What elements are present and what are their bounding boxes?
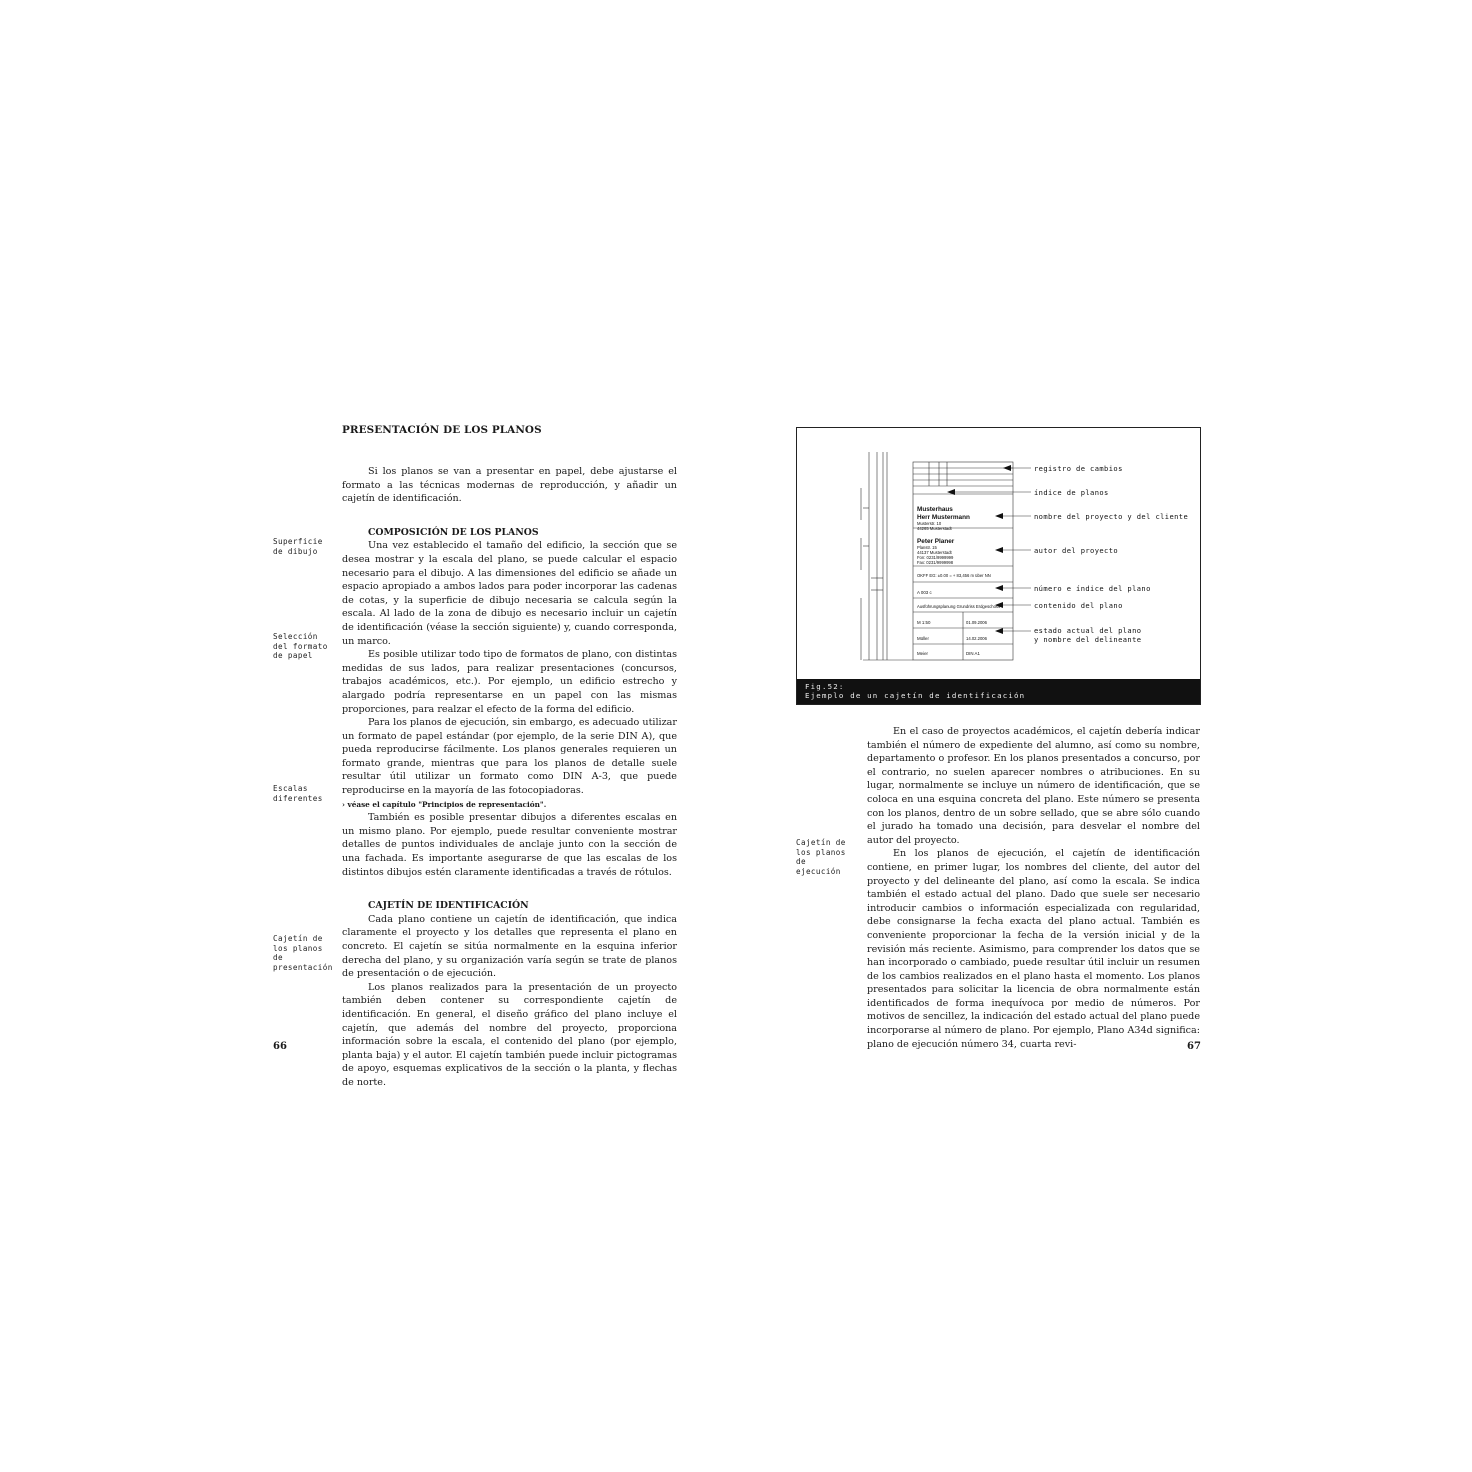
tb-checked-by: Meier [917, 651, 928, 656]
tb-drawn-date: 14.02.2006 [966, 636, 987, 641]
intro-paragraph: Si los planos se van a presentar en papel, debe ajustarse el formato a las técnicas modernas de reproducción, y añadir un cajetín de identificación. [342, 466, 677, 505]
cross-reference: › véase el capítulo "Principios de representación". [342, 799, 547, 809]
page-number: 67 [1187, 1041, 1201, 1052]
paragraph: Los planos realizados para la presentación de un proyecto también deben contener su correspondiente cajetín de identificación. En general, el diseño gráfico del plano incluye el cajetín, que además del nombre del proyecto, proporciona información sobre la escala, el contenido del plano (por ejemplo, planta baja) y el autor. El cajetín también puede incluir pictogramas de apoyo, esquemas explicativos de la sección o la planta, y flechas de norte. [342, 981, 677, 1088]
tb-height-reference: OKFF EG: ±0.00 = + 83,456 m über NN [917, 573, 991, 578]
paragraph: Una vez establecido el tamaño del edificio, la sección que se desea mostrar y la escala del plano, se puede calcular el espacio necesario para el dibujo. A las dimensiones del edificio se añade un espacio apropiado a ambos lados para poder incorporar las cadenas de cotas, y la superficie de dibujo necesaria se calcula según la escala. Al lado de la zona de dibujo es necesario incluir un cajetín de identificación (véase la sección siguiente) y, cuando corresponda, un marco. [342, 540, 677, 647]
section-heading-composicion: COMPOSICIÓN DE LOS PLANOS [368, 526, 539, 538]
annotation-autor-proyecto: autor del proyecto [1034, 546, 1119, 555]
annotation-numero-indice-plano: número e índice del plano [1034, 584, 1151, 593]
margin-note: Cajetín de los planos de ejecución [796, 838, 846, 876]
figure-caption: Ejemplo de un cajetín de identificación [805, 691, 1026, 700]
paragraph: Es posible utilizar todo tipo de formatos de plano, con distintas medidas de sus lados, para realizar presentaciones (concursos, trabajos académicos, etc.). Por ejemplo, un edificio estrecho y alargado podría representarse en un papel con las mismas proporciones, para realzar el efecto de la forma del edificio. [342, 649, 677, 715]
tb-client-street: Musterstr. 10 [917, 521, 942, 526]
tb-client-city: 44265 Musterstadt [917, 526, 952, 531]
annotation-indice-planos: índice de planos [1034, 488, 1109, 497]
tb-author-fax: Fax: 0231/9999998 [917, 560, 954, 565]
figure-title-block [796, 427, 1201, 705]
annotation-registro-cambios: registro de cambios [1034, 464, 1123, 473]
margin-note: Superficie de dibujo [273, 537, 323, 556]
annotation-estado-actual: estado actual del plano [1034, 626, 1142, 635]
annotation-nombre-proyecto-cliente: nombre del proyecto y del cliente [1034, 512, 1189, 521]
tb-drawn-by: Müller [917, 636, 929, 641]
annotation-contenido-plano: contenido del plano [1034, 601, 1123, 610]
tb-plan-number: A 003 c [917, 590, 932, 595]
tb-client: Herr Mustermann [917, 514, 970, 521]
paragraph: Para los planos de ejecución, sin embargo, es adecuado utilizar un formato de papel estándar (por ejemplo, de la serie DIN A), que pueda reproducirse fácilmente. Los planos generales requieren un formato grande, mientras que para los planos de detalle suele resultar útil utilizar un formato como DIN A-3, que puede reproducirse en la mayoría de las fotocopiadoras. [342, 717, 677, 797]
tb-format: DIN A1 [966, 651, 980, 656]
margin-note: Cajetín de los planos de presentación [273, 934, 333, 972]
tb-author-city: 44137 Musterstadt [917, 550, 952, 555]
section-heading-cajetin: CAJETÍN DE IDENTIFICACIÓN [368, 900, 529, 912]
tb-project: Musterhaus [917, 506, 953, 513]
paragraph: En los planos de ejecución, el cajetín de identificación contiene, en primer lugar, los nombres del cliente, del autor del proyecto y del delineante del plano, así como la escala. Se indica también el estado actual del plano. Dado que suele ser necesario introducir cambios o información especializada con regularidad, debe consignarse la fecha exacta del plano actual. También es conveniente proporcionar la fecha de la versión inicial y de la revisión más reciente. Asimismo, para comprender los datos que se han incorporado o cambiado, puede resultar útil incluir un resumen de los cambios realizados en el plano hasta el momento. Los planos presentados para solicitar la licencia de obra normalmente están identificados de forma inequívoca por medio de números. Por motivos de sencillez, la indicación del estado actual del plano puede incorporarse al número de plano. Por ejemplo, Plano A34d significa: plano de ejecución número 34, cuarta revi- [867, 848, 1200, 1050]
paragraph: También es posible presentar dibujos a diferentes escalas en un mismo plano. Por ejemplo, puede resultar conveniente mostrar detalles de puntos individuales de anclaje junto con la sección de una fachada. Es importante asegurarse de que las escalas de los distintos dibujos estén claramente identificadas a través de rótulos. [342, 812, 677, 878]
tb-author-street: Planstr. 15 [917, 545, 937, 550]
annotation-nombre-delineante: y nombre del delineante [1034, 635, 1142, 644]
paragraph: Cada plano contiene un cajetín de identificación, que indica claramente el proyecto y los detalles que representa el plano en concreto. El cajetín se sitúa normalmente en la esquina inferior derecha del plano, y su organización varía según se trate de planos de presentación o de ejecución. [342, 913, 677, 980]
tb-author: Peter Planer [917, 538, 955, 545]
tb-scale: M 1:50 [917, 620, 931, 625]
margin-note: Escalas diferentes [273, 784, 323, 803]
tb-author-fon: Fon: 0231/9999999 [917, 555, 954, 560]
right-text-column [867, 725, 1200, 1051]
margin-note: Selección del formato de papel [273, 632, 328, 661]
paragraph: En el caso de proyectos académicos, el cajetín debería indicar también el número de expediente del alumno, así como su nombre, departamento o profesor. En los planos presentados a concurso, por el contrario, no suelen aparecer nombres o atribuciones. En su lugar, normalmente se incluye un número de identificación, que se coloca en una esquina concreta del plano. Este número se presenta con los planos, dentro de un sobre sellado, que se abre sólo cuando el jurado ha tomado una decisión, para desvelar el nombre del autor del proyecto. [867, 726, 1200, 846]
page-title: PRESENTACIÓN DE LOS PLANOS [342, 424, 542, 436]
left-text-column [342, 465, 677, 1090]
tb-date: 01.09.2006 [966, 620, 987, 625]
figure-label: Fig.52: [805, 682, 845, 691]
page-number: 66 [273, 1041, 287, 1052]
tb-plan-content: Ausführungsplanung Grundriss Erdgeschoss [917, 604, 1001, 609]
figure-caption-bar [797, 679, 1200, 704]
